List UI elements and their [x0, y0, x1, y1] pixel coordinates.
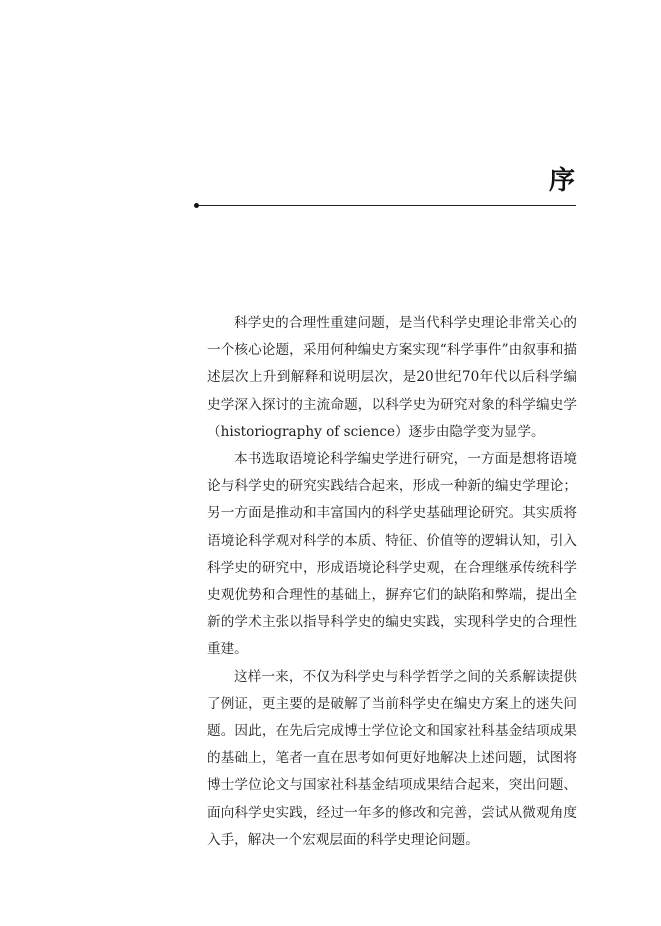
heading-rule [198, 205, 576, 206]
paragraph-1: 科学史的合理性重建问题，是当代科学史理论非常关心的一个核心论题，采用何种编史方案实现“科学事件”由叙事和描述层次上升到解释和说明层次，是20世纪70年代以后科学编史学深入探讨的主流命题，以科学史为研究对象的科学编史学（historiography of science）逐步由隐学变为显学。 [207, 315, 577, 440]
chapter-heading: 序 [548, 166, 575, 196]
paragraph-2: 本书选取语境论科学编史学进行研究，一方面是想将语境论与科学史的研究实践结合起来，形成一种新的编史学理论；另一方面是推动和丰富国内的科学史基础理论研究。其实质将语境论科学观对科学的本质、特征、价值等的逻辑认知，引入科学史的研究中，形成语境论科学史观，在合理继承传统科学史观优势和合理性的基础上，摒弃它们的缺陷和弊端，提出全新的学术主张以指导科学史的编史实践，实现科学史的合理性重建。 [207, 451, 577, 658]
paragraph-3: 这样一来，不仅为科学史与科学哲学之间的关系解读提供了例证，更主要的是破解了当前科学史在编史方案上的迷失问题。因此，在先后完成博士学位论文和国家社科基金结项成果的基础上，笔者一直在思考如何更好地解决上述问题，试图将博士学位论文与国家社科基金结项成果结合起来，突出问题、面向科学史实践，经过一年多的修改和完善，尝试从微观角度入手，解决一个宏观层面的科学史理论问题。 [207, 668, 577, 848]
body-text [207, 310, 577, 854]
